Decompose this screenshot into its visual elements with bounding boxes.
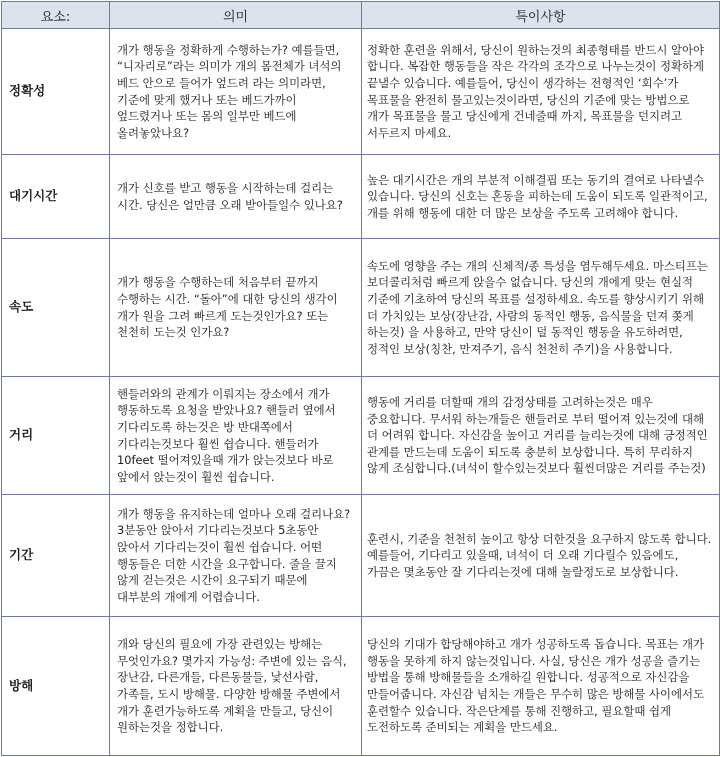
table-row [2, 377, 720, 495]
row-meaning: 개가 행동을 수행하는데 처음부터 끝까지 수행하는 시간. “돌아”에 대한 당신의 생각이 개가 원을 그려 빠르게 도는것인가요? 또는 천천히 도는것 인가요? [110, 239, 362, 377]
row-notes: 높은 대기시간은 개의 부분적 이해결핍 또는 동기의 결여로 나타낼수 있습니다. 당신의 신호는 혼동을 피하는데 도움이 되도록 일관적이고, 개를 위해 행동에 대한 더 많은 보상을 주도록 고려해야 합니다. [362, 155, 720, 239]
table-row [2, 155, 720, 239]
row-meaning: 개와 당신의 필요에 가장 관련있는 방해는 무엇인가요? 몇가지 가능성: 주변에 있는 음식, 장난감, 다른개들, 다른동물들, 낯선사람, 가족들, 도시 방해물. 다양한 방해물 주변에서 개가 훈련가능하도록 계획을 만들고, 당신이 원하는것을 정합니다. [110, 617, 362, 756]
row-notes: 훈련시, 기준을 천천히 높이고 항상 더한것을 요구하지 않도록 합니다. 예를들어, 기다리고 있을때, 녀석이 더 오래 기다릴수 있음에도, 가끔은 몇초동안 잘 기다리는것에 대해 놀랄정도로 보상합니다. [362, 495, 720, 617]
row-element: 속도 [2, 239, 110, 377]
row-meaning: 개가 행동을 정확하게 수행하는가? 예를들면, “니자리로”라는 의미가 개의 몸전체가 녀석의 베드 안으로 들어가 엎드려 라는 의미라면, 기준에 맞게 했거나 또는 베드가까이 엎드렸거나 또는 몸의 일부만 베드에 올려놓았나요? [110, 29, 362, 155]
header-meaning: 의미 [110, 2, 362, 29]
row-meaning: 개가 신호를 받고 행동을 시작하는데 걸리는 시간. 당신은 얼만큼 오래 받아들일수 있나요? [110, 155, 362, 239]
table-row [2, 495, 720, 617]
row-element: 정확성 [2, 29, 110, 155]
row-meaning: 핸들러와의 관계가 이뤄지는 장소에서 개가 행동하도록 요청을 받았나요? 핸들러 옆에서 기다리도록 하는것은 방 반대쪽에서 기다리는것보다 훨씬 쉽습니다. 핸들러가 10feet 떨어져있을때 개가 앉는것보다 바로 앞에서 앉는것이 훨씬 쉽습니다. [110, 377, 362, 495]
header-row [2, 2, 720, 29]
row-notes: 당신의 기대가 합당해야하고 개가 성공하도록 돕습니다. 목표는 개가 행동을 못하게 하지 않는것입니다. 사실, 당신은 개가 성공을 즐기는 방법을 통해 방해물들을 소개하길 원합니다. 성공적으로 자신감을 만들어줍니다. 자신감 넘치는 개들은 무수히 많은 방해물 사이에서도 훈련할수 있습니다. 작은단계를 통해 진행하고, 필요할때 쉽게 도전하도록 준비되는 계획을 만드세요. [362, 617, 720, 756]
table-row [2, 239, 720, 377]
header-notes: 특이사항 [362, 2, 720, 29]
row-element: 대기시간 [2, 155, 110, 239]
header-element: 요소: [2, 2, 110, 29]
row-element: 거리 [2, 377, 110, 495]
row-meaning: 개가 행동을 유지하는데 얼마나 오래 걸리나요? 3분동안 앉아서 기다리는것보다 5초동안 앉아서 기다리는것이 훨씬 쉽습니다. 어떤 행동들은 더한 시간을 요구합니다. 줄을 끌지 않게 걷는것은 시간이 요구되기 때문에 대부분의 개에게 어렵습니다. [110, 495, 362, 617]
table-row [2, 29, 720, 155]
row-notes: 행동에 거리를 더할때 개의 감정상태를 고려하는것은 매우 중요합니다. 무서워 하는개들은 핸들러로 부터 떨어져 있는것에 대해 더 어려워 합니다. 자신감을 높이고 거리를 늘리는것에 대해 긍정적인 관계를 만드는데 도움이 되도록 충분히 보상합니다. 특히 무리하지 않게 조심합니다.(녀석이 할수있는것보다 훨씬더많은 거리를 주는것) [362, 377, 720, 495]
row-notes: 속도에 영향을 주는 개의 신체적/종 특성을 염두해두세요. 마스티프는 보더콜리처럼 빠르게 앉을수 없습니다. 당신의 개에게 맞는 현실적 기준에 기초하여 당신의 목표를 설정하세요. 속도를 향상시키기 위해 더 가치있는 보상(장난감, 사람의 동적인 행동, 음식물을 던져 쫒게 하는것) 을 사용하고, 만약 당신이 덜 동적인 행동을 유도하려면, 정적인 보상(칭찬, 만져주기, 음식 천천히 주기)을 사용합니다. [362, 239, 720, 377]
criteria-table [1, 1, 720, 756]
row-notes: 정확한 훈련을 위해서, 당신이 원하는것의 최종형태를 반드시 알아야 합니다. 복잡한 행동들을 작은 각각의 조각으로 나누는것이 정확하게 끝낼수 있습니다. 예를들어, 당신이 생각하는 전형적인 ‘회수’가 목표물을 완전히 물고있는것이라면, 당신의 기준에 맞는 방법으로 개가 목표물을 물고 당신에게 건네줄때 까지, 목표물을 던지려고 서두르지 마세요. [362, 29, 720, 155]
table-row [2, 617, 720, 756]
row-element: 기간 [2, 495, 110, 617]
row-element: 방해 [2, 617, 110, 756]
